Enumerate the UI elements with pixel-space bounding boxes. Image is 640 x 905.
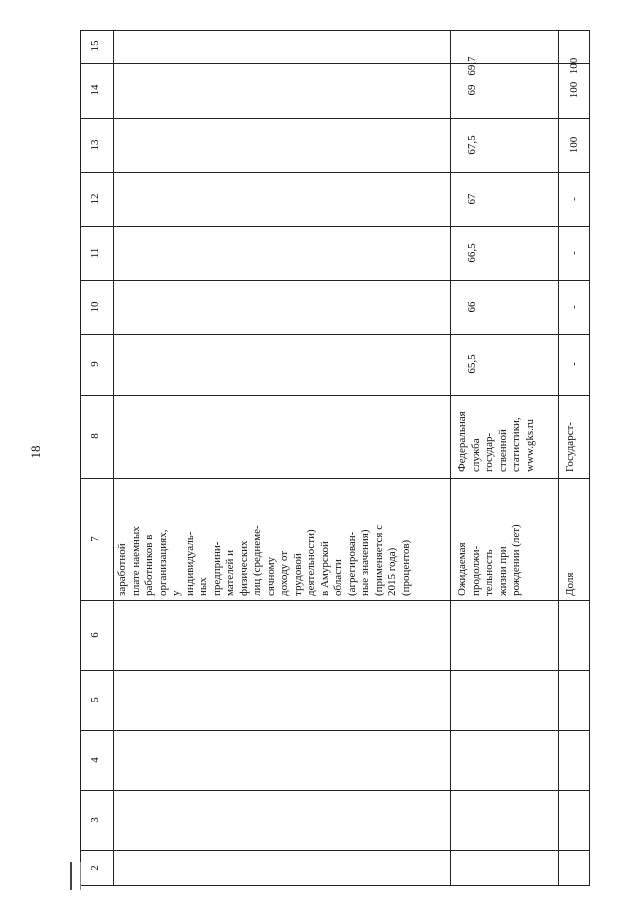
row3-value-13: 100 bbox=[568, 81, 580, 99]
col-separator bbox=[80, 600, 590, 601]
table-border-top bbox=[80, 30, 81, 885]
col-separator bbox=[80, 395, 590, 396]
column-header: 14 bbox=[89, 84, 101, 96]
col-separator bbox=[80, 226, 590, 227]
column-header: 15 bbox=[89, 40, 101, 52]
col-separator bbox=[80, 118, 590, 119]
row2-value-11: 67 bbox=[466, 193, 478, 205]
column-header: 4 bbox=[89, 757, 101, 763]
row2-value-14: 69,7 bbox=[466, 56, 478, 76]
row2-value-8: 65,5 bbox=[466, 354, 478, 374]
row2-col6-text: Ожидаемая продолжи- тельность жизни при рождении (лет) bbox=[456, 524, 522, 596]
col-separator bbox=[80, 280, 590, 281]
col-separator bbox=[80, 334, 590, 335]
row3-value-11: - bbox=[568, 197, 580, 201]
col-separator bbox=[80, 730, 590, 731]
row2-value-10: 66,5 bbox=[466, 243, 478, 263]
row3-value-9: - bbox=[568, 305, 580, 309]
row-separator bbox=[558, 30, 559, 885]
page-number: 18 bbox=[28, 445, 43, 459]
margin-mark bbox=[70, 862, 81, 890]
col-separator bbox=[80, 850, 590, 851]
column-header: 11 bbox=[89, 247, 101, 259]
column-header: 13 bbox=[89, 139, 101, 151]
row-separator bbox=[113, 30, 114, 885]
col-separator bbox=[80, 478, 590, 479]
row3-col7-text: Государст- bbox=[564, 421, 576, 472]
column-header: 12 bbox=[89, 193, 101, 205]
data-table bbox=[80, 30, 590, 885]
column-header: 10 bbox=[89, 301, 101, 313]
row2-value-9: 66 bbox=[466, 301, 478, 313]
column-header: 6 bbox=[89, 632, 101, 638]
row3-value-8: - bbox=[568, 362, 580, 366]
col-separator bbox=[80, 790, 590, 791]
table-border-right bbox=[80, 885, 590, 886]
row3-col6-text: Доля bbox=[564, 572, 576, 596]
row2-value-12: 67,5 bbox=[466, 135, 478, 155]
col-separator bbox=[80, 670, 590, 671]
row3-value-10: - bbox=[568, 251, 580, 255]
column-header: 3 bbox=[89, 817, 101, 823]
column-header: 9 bbox=[89, 361, 101, 367]
col-separator bbox=[80, 172, 590, 173]
column-header: 8 bbox=[89, 433, 101, 439]
row1-col6-text: заработной плате наемных работников в организациях, у индивидуаль- ных предприни- мателей и физических лиц (среднеме- сячному доходу от трудовой деятельности) в Амурской области (агрегирован- ные значения) (применяется с 2015 года) (процентов) bbox=[116, 524, 412, 596]
row3-value-12: 100 bbox=[568, 136, 580, 154]
column-header: 5 bbox=[89, 697, 101, 703]
row3-value-14: 100 bbox=[568, 57, 580, 75]
column-header: 7 bbox=[89, 536, 101, 542]
column-header: 2 bbox=[89, 865, 101, 871]
table-border-left bbox=[80, 30, 590, 31]
col-separator bbox=[80, 63, 590, 64]
table-border-bottom bbox=[589, 30, 590, 885]
row2-value-13: 69 bbox=[466, 84, 478, 96]
row2-col7-text: Федеральная служба государ- ственной статистики, www.gks.ru bbox=[456, 411, 536, 472]
row-separator bbox=[450, 30, 451, 885]
